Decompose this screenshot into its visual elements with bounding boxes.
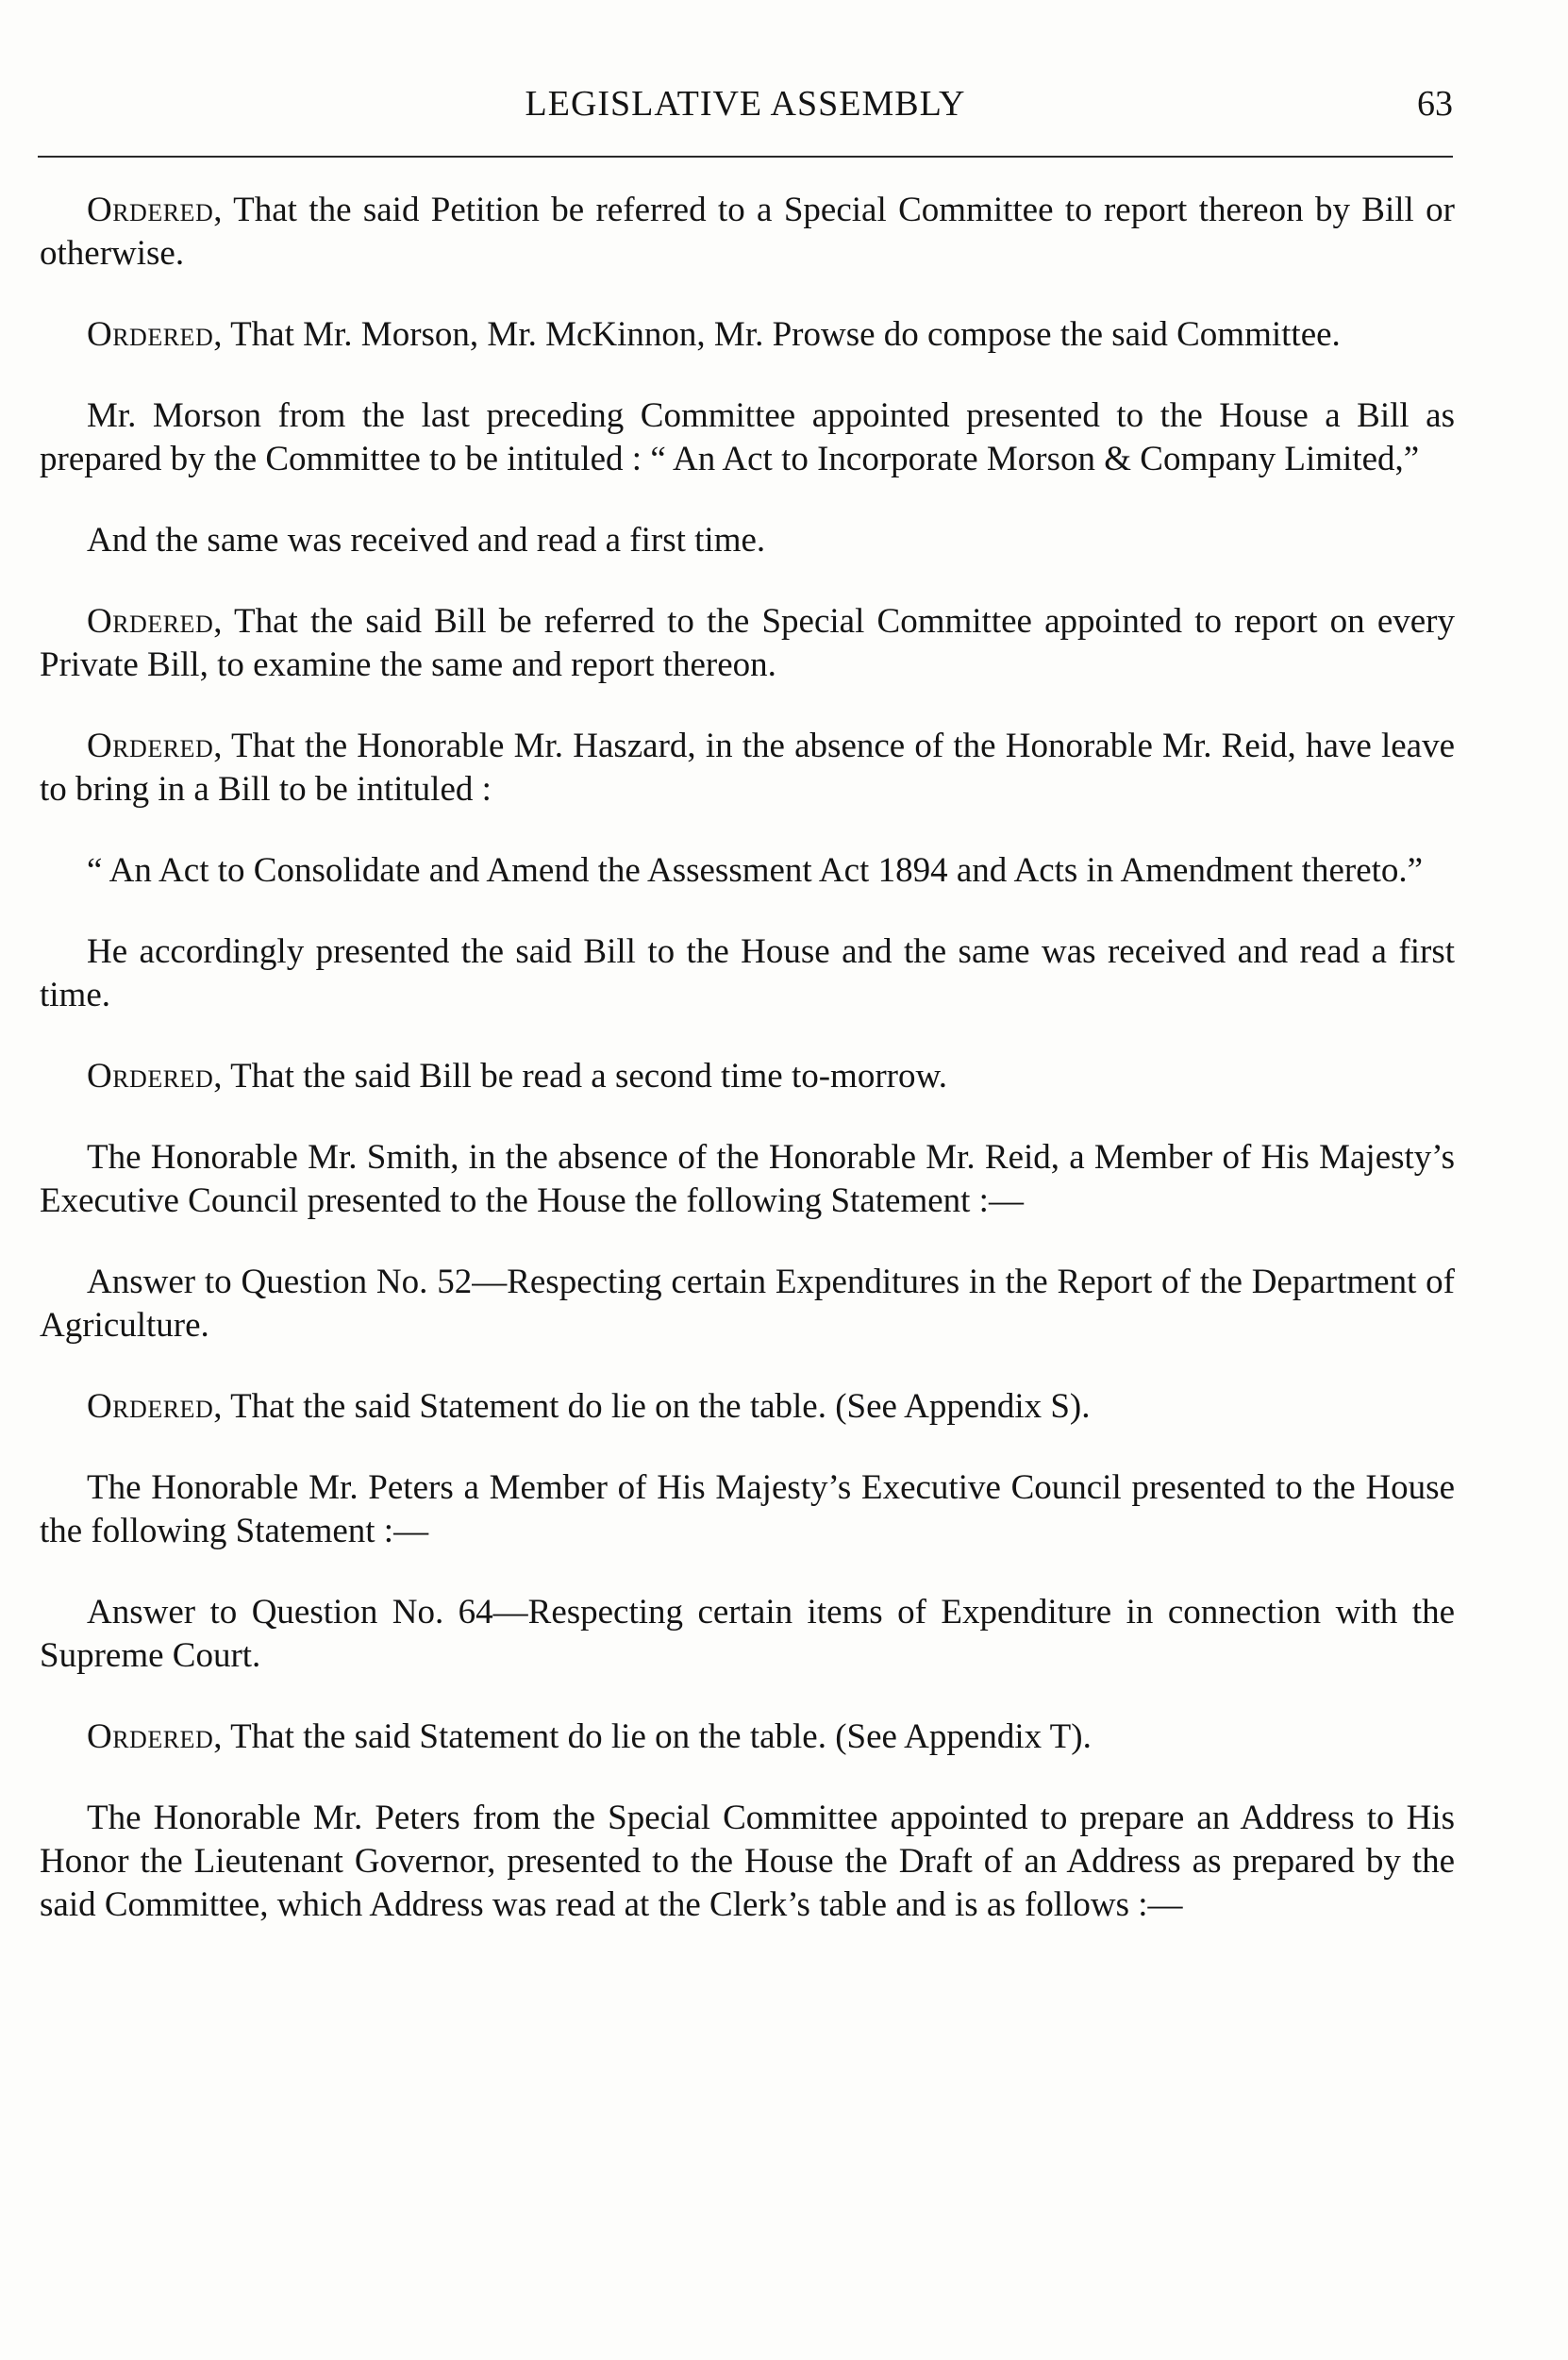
paragraph-text: Answer to Question No. 64—Respecting certain items of Expenditure in connection with the Supreme Court.: [40, 1593, 1455, 1675]
ordered-lead: Ordered: [87, 1717, 214, 1756]
paragraph-text: , That the said Bill be read a second time to-morrow.: [213, 1057, 948, 1096]
paragraph-text: And the same was received and read a first time.: [87, 521, 766, 560]
paragraph-text: Answer to Question No. 52—Respecting certain Expenditures in the Report of the Department of Agriculture.: [40, 1263, 1455, 1345]
paragraph-peters-address: [40, 1797, 1455, 1927]
paragraph-smith-statement: [40, 1136, 1455, 1223]
paragraph-text: The Honorable Mr. Smith, in the absence of the Honorable Mr. Reid, a Member of His Majesty’s Executive Council presented to the House the following Statement :—: [40, 1138, 1455, 1220]
ordered-lead: Ordered: [87, 602, 214, 641]
paragraph-text: “ An Act to Consolidate and Amend the Assessment Act 1894 and Acts in Amendment thereto.”: [87, 851, 1424, 890]
paragraph-text: The Honorable Mr. Peters a Member of His Majesty’s Executive Council presented to the House the following Statement :—: [40, 1468, 1455, 1550]
ordered-lead: Ordered: [87, 191, 214, 229]
paragraph-ordered-haszard: [40, 725, 1455, 812]
page-header: [38, 83, 1453, 130]
paragraph-text: , That the said Statement do lie on the table. (See Appendix S).: [213, 1387, 1091, 1426]
paragraph-ordered-committee: [40, 313, 1455, 357]
paragraph-text: , That the said Petition be referred to a Special Committee to report thereon by Bill or otherwise.: [40, 191, 1455, 273]
header-rule: [38, 156, 1453, 158]
ordered-lead: Ordered: [87, 315, 214, 354]
paragraph-text: He accordingly presented the said Bill to the House and the same was received and read a first time.: [40, 932, 1455, 1014]
paragraph-text: Mr. Morson from the last preceding Committee appointed presented to the House a Bill as prepared by the Committee to be intituled : “ An Act to Incorporate Morson & Company Limited,”: [40, 396, 1455, 478]
ordered-lead: Ordered: [87, 727, 214, 765]
paragraph-text: , That the said Bill be referred to the Special Committee appointed to report on every Private Bill, to examine the same and report thereon.: [40, 602, 1455, 684]
paragraph-ordered-appendix-s: [40, 1385, 1455, 1429]
paragraph-ordered-referral: [40, 600, 1455, 687]
paragraph-text: , That Mr. Morson, Mr. McKinnon, Mr. Prowse do compose the said Committee.: [213, 315, 1341, 354]
paragraph-text: , That the Honorable Mr. Haszard, in the absence of the Honorable Mr. Reid, have leave to bring in a Bill to be intituled :: [40, 727, 1455, 809]
running-title: LEGISLATIVE ASSEMBLY: [525, 84, 966, 124]
paragraph-text: , That the said Statement do lie on the table. (See Appendix T).: [213, 1717, 1092, 1756]
paragraph-ordered-second-reading: [40, 1055, 1455, 1098]
paragraph-ordered-appendix-t: [40, 1716, 1455, 1759]
paragraph-first-reading: [40, 519, 1455, 562]
paragraph-ordered-petition: [40, 189, 1455, 276]
ordered-lead: Ordered: [87, 1387, 214, 1426]
paragraph-question-52: [40, 1261, 1455, 1347]
paragraph-presented-bill: [40, 930, 1455, 1017]
paragraph-morson-bill: [40, 394, 1455, 481]
paragraph-peters-statement: [40, 1466, 1455, 1553]
paragraph-text: The Honorable Mr. Peters from the Special Committee appointed to prepare an Address to His Honor the Lieutenant Governor, presented to the House the Draft of an Address as prepared by the said Committee, which Address was read at the Clerk’s table and is as follows :—: [40, 1799, 1455, 1924]
paragraph-assessment-act: [40, 849, 1455, 893]
ordered-lead: Ordered: [87, 1057, 214, 1096]
page-number: 63: [1417, 84, 1453, 124]
paragraph-question-64: [40, 1591, 1455, 1678]
body-text: [40, 189, 1455, 1965]
